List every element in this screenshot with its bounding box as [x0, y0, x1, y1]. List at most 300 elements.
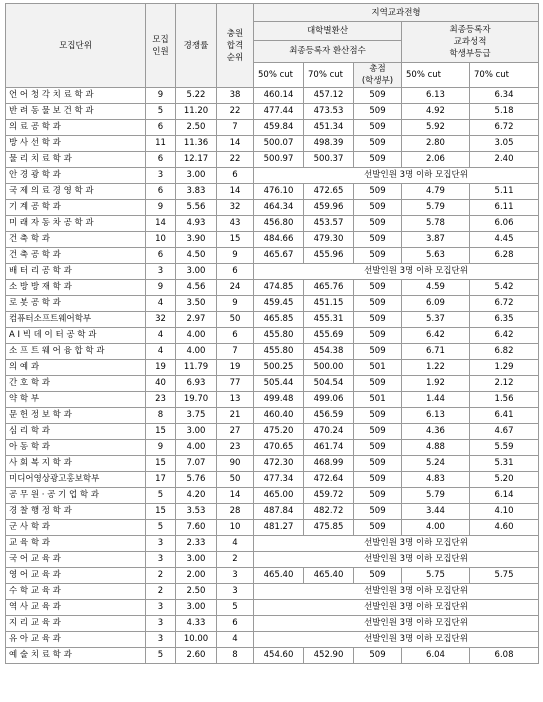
grade-cut50-cell: 4.00 [402, 520, 470, 536]
total-cell: 509 [354, 280, 402, 296]
quota-cell: 9 [146, 88, 176, 104]
grade-cut50-cell: 6.04 [402, 648, 470, 664]
unit-name: 컴퓨터소프트웨어학부 [6, 312, 146, 328]
conv-cut70-cell: 459.96 [304, 200, 354, 216]
conv-cut50-cell: 481.27 [254, 520, 304, 536]
total-cell: 509 [354, 120, 402, 136]
rank-cell: 22 [217, 152, 254, 168]
quota-cell: 19 [146, 360, 176, 376]
conv-cut70-cell: 500.37 [304, 152, 354, 168]
grade-cut50-cell: 4.59 [402, 280, 470, 296]
table-row [6, 520, 539, 536]
table-row [6, 232, 539, 248]
grade-cut70-cell: 4.45 [470, 232, 539, 248]
rate-cell: 3.00 [176, 600, 217, 616]
unit-name: 물 리 치 료 학 과 [6, 152, 146, 168]
conv-cut50-cell: 455.80 [254, 344, 304, 360]
rank-cell: 32 [217, 200, 254, 216]
rank-cell: 6 [217, 168, 254, 184]
grade-cut50-cell: 1.92 [402, 376, 470, 392]
total-cell: 509 [354, 328, 402, 344]
unit-name: 유 아 교 육 과 [6, 632, 146, 648]
grade-cut70-cell: 6.28 [470, 248, 539, 264]
grade-cut50-cell: 4.36 [402, 424, 470, 440]
rate-cell: 2.00 [176, 568, 217, 584]
table-row [6, 552, 539, 568]
unit-name: 소 방 방 재 학 과 [6, 280, 146, 296]
conv-cut70-cell: 454.38 [304, 344, 354, 360]
rate-cell: 4.56 [176, 280, 217, 296]
small-quota-notice: 선발인원 3명 이하 모집단위 [254, 264, 539, 280]
rate-cell: 4.93 [176, 216, 217, 232]
table-row [6, 296, 539, 312]
conv-cut50-cell: 455.80 [254, 328, 304, 344]
unit-name: 문 헌 정 보 학 과 [6, 408, 146, 424]
conv-cut50-cell: 487.84 [254, 504, 304, 520]
table-row [6, 184, 539, 200]
conv-cut70-cell: 482.72 [304, 504, 354, 520]
conv-cut50-cell: 454.60 [254, 648, 304, 664]
table-row [6, 536, 539, 552]
quota-cell: 9 [146, 200, 176, 216]
unit-name: 국 어 교 육 과 [6, 552, 146, 568]
rank-cell: 7 [217, 344, 254, 360]
grade-cut70-cell: 5.42 [470, 280, 539, 296]
quota-cell: 5 [146, 520, 176, 536]
unit-name: 소 프 트 웨 어 융 합 학 과 [6, 344, 146, 360]
unit-name: 반 려 동 물 보 건 학 과 [6, 104, 146, 120]
conv-cut70-cell: 453.57 [304, 216, 354, 232]
grade-cut50-cell: 5.78 [402, 216, 470, 232]
conv-cut70-cell: 500.00 [304, 360, 354, 376]
rank-cell: 19 [217, 360, 254, 376]
conv-cut50-cell: 465.40 [254, 568, 304, 584]
quota-cell: 3 [146, 264, 176, 280]
quota-cell: 32 [146, 312, 176, 328]
quota-cell: 4 [146, 328, 176, 344]
total-cell: 509 [354, 488, 402, 504]
rate-cell: 4.00 [176, 328, 217, 344]
table-row [6, 504, 539, 520]
grade-cut50-cell: 2.80 [402, 136, 470, 152]
rank-cell: 3 [217, 584, 254, 600]
quota-cell: 11 [146, 136, 176, 152]
conv-cut50-cell: 500.07 [254, 136, 304, 152]
grade-cut70-cell: 4.67 [470, 424, 539, 440]
conv-cut50-cell: 500.97 [254, 152, 304, 168]
quota-cell: 5 [146, 488, 176, 504]
unit-name: A I 빅 데 이 터 공 학 과 [6, 328, 146, 344]
rank-cell: 14 [217, 136, 254, 152]
total-cell: 509 [354, 312, 402, 328]
conv-cut50-cell: 460.14 [254, 88, 304, 104]
rate-cell: 11.20 [176, 104, 217, 120]
quota-cell: 9 [146, 280, 176, 296]
quota-cell: 40 [146, 376, 176, 392]
conv-cut70-cell: 465.40 [304, 568, 354, 584]
rate-cell: 4.33 [176, 616, 217, 632]
table-row [6, 392, 539, 408]
rate-cell: 19.70 [176, 392, 217, 408]
conv-cut70-cell: 455.96 [304, 248, 354, 264]
table-row [6, 168, 539, 184]
rank-cell: 9 [217, 248, 254, 264]
header-group: 지역교과전형 [254, 4, 539, 22]
grade-cut50-cell: 5.79 [402, 200, 470, 216]
conv-cut50-cell: 470.65 [254, 440, 304, 456]
admission-results-table-container [5, 3, 538, 664]
rate-cell: 5.76 [176, 472, 217, 488]
unit-name: 교 육 학 과 [6, 536, 146, 552]
total-cell: 509 [354, 152, 402, 168]
small-quota-notice: 선발인원 3명 이하 모집단위 [254, 584, 539, 600]
conv-cut50-cell: 499.48 [254, 392, 304, 408]
grade-cut70-cell: 5.75 [470, 568, 539, 584]
header-cut70-grade: 70% cut [470, 63, 539, 88]
table-row [6, 616, 539, 632]
conv-cut50-cell: 459.84 [254, 120, 304, 136]
quota-cell: 6 [146, 152, 176, 168]
rate-cell: 3.50 [176, 296, 217, 312]
grade-cut50-cell: 6.09 [402, 296, 470, 312]
conv-cut70-cell: 472.65 [304, 184, 354, 200]
total-cell: 509 [354, 88, 402, 104]
rate-cell: 2.97 [176, 312, 217, 328]
table-row [6, 408, 539, 424]
rank-cell: 10 [217, 520, 254, 536]
quota-cell: 5 [146, 104, 176, 120]
grade-cut70-cell: 6.72 [470, 120, 539, 136]
grade-cut70-cell: 2.40 [470, 152, 539, 168]
quota-cell: 5 [146, 648, 176, 664]
unit-name: 역 사 교 육 과 [6, 600, 146, 616]
rank-cell: 28 [217, 504, 254, 520]
grade-cut50-cell: 3.87 [402, 232, 470, 248]
conv-cut70-cell: 468.99 [304, 456, 354, 472]
table-row [6, 648, 539, 664]
rate-cell: 7.07 [176, 456, 217, 472]
total-cell: 509 [354, 216, 402, 232]
header-cut50-grade: 50% cut [402, 63, 470, 88]
grade-cut70-cell: 6.82 [470, 344, 539, 360]
small-quota-notice: 선발인원 3명 이하 모집단위 [254, 536, 539, 552]
conv-cut70-cell: 479.30 [304, 232, 354, 248]
grade-cut70-cell: 1.29 [470, 360, 539, 376]
unit-name: 공 무 원 · 공 기 업 학 과 [6, 488, 146, 504]
grade-cut70-cell: 3.05 [470, 136, 539, 152]
table-row [6, 248, 539, 264]
unit-name: 의 예 과 [6, 360, 146, 376]
grade-cut70-cell: 5.20 [470, 472, 539, 488]
rate-cell: 5.22 [176, 88, 217, 104]
grade-cut70-cell: 6.41 [470, 408, 539, 424]
rate-cell: 4.50 [176, 248, 217, 264]
rate-cell: 11.36 [176, 136, 217, 152]
conv-cut70-cell: 475.85 [304, 520, 354, 536]
rank-cell: 15 [217, 232, 254, 248]
small-quota-notice: 선발인원 3명 이하 모집단위 [254, 616, 539, 632]
unit-name: 로 봇 공 학 과 [6, 296, 146, 312]
grade-cut70-cell: 4.60 [470, 520, 539, 536]
unit-name: 군 사 학 과 [6, 520, 146, 536]
total-cell: 509 [354, 232, 402, 248]
header-quota: 모집 인원 [146, 4, 176, 88]
total-cell: 509 [354, 648, 402, 664]
grade-cut70-cell: 5.59 [470, 440, 539, 456]
rate-cell: 4.00 [176, 440, 217, 456]
quota-cell: 2 [146, 568, 176, 584]
rate-cell: 5.56 [176, 200, 217, 216]
table-row [6, 264, 539, 280]
grade-cut70-cell: 4.10 [470, 504, 539, 520]
grade-cut70-cell: 6.35 [470, 312, 539, 328]
total-cell: 509 [354, 104, 402, 120]
conv-cut50-cell: 465.00 [254, 488, 304, 504]
quota-cell: 4 [146, 296, 176, 312]
unit-name: 예 술 치 료 학 과 [6, 648, 146, 664]
conv-cut50-cell: 475.20 [254, 424, 304, 440]
grade-cut70-cell: 5.31 [470, 456, 539, 472]
conv-cut50-cell: 456.80 [254, 216, 304, 232]
rank-cell: 8 [217, 648, 254, 664]
conv-cut70-cell: 499.06 [304, 392, 354, 408]
rank-cell: 13 [217, 392, 254, 408]
rate-cell: 3.75 [176, 408, 217, 424]
total-cell: 509 [354, 440, 402, 456]
conv-cut70-cell: 470.24 [304, 424, 354, 440]
grade-cut50-cell: 5.79 [402, 488, 470, 504]
rate-cell: 3.00 [176, 168, 217, 184]
unit-name: 방 사 선 학 과 [6, 136, 146, 152]
unit-name: 건 축 학 과 [6, 232, 146, 248]
total-cell: 509 [354, 376, 402, 392]
header-rank: 충원 합격 순위 [217, 4, 254, 88]
grade-cut50-cell: 1.44 [402, 392, 470, 408]
table-row [6, 584, 539, 600]
rate-cell: 4.00 [176, 344, 217, 360]
unit-name: 언 어 청 각 치 료 학 과 [6, 88, 146, 104]
rank-cell: 50 [217, 472, 254, 488]
quota-cell: 15 [146, 504, 176, 520]
table-row [6, 120, 539, 136]
table-row [6, 216, 539, 232]
rank-cell: 24 [217, 280, 254, 296]
total-cell: 509 [354, 472, 402, 488]
rank-cell: 14 [217, 184, 254, 200]
grade-cut50-cell: 4.88 [402, 440, 470, 456]
grade-cut50-cell: 5.24 [402, 456, 470, 472]
rank-cell: 2 [217, 552, 254, 568]
quota-cell: 15 [146, 456, 176, 472]
header-cut50-conv: 50% cut [254, 63, 304, 88]
conv-cut70-cell: 465.76 [304, 280, 354, 296]
conv-cut70-cell: 455.31 [304, 312, 354, 328]
unit-name: 심 리 학 과 [6, 424, 146, 440]
conv-cut70-cell: 452.90 [304, 648, 354, 664]
grade-cut70-cell: 6.08 [470, 648, 539, 664]
rank-cell: 23 [217, 440, 254, 456]
conv-cut70-cell: 457.12 [304, 88, 354, 104]
conv-cut50-cell: 460.40 [254, 408, 304, 424]
unit-name: 사 회 복 지 학 과 [6, 456, 146, 472]
unit-name: 지 리 교 육 과 [6, 616, 146, 632]
rank-cell: 6 [217, 328, 254, 344]
grade-cut50-cell: 6.42 [402, 328, 470, 344]
total-cell: 509 [354, 568, 402, 584]
table-row [6, 312, 539, 328]
grade-cut50-cell: 5.37 [402, 312, 470, 328]
table-row [6, 152, 539, 168]
rank-cell: 22 [217, 104, 254, 120]
conv-cut70-cell: 504.54 [304, 376, 354, 392]
quota-cell: 6 [146, 120, 176, 136]
total-cell: 509 [354, 424, 402, 440]
grade-cut50-cell: 2.06 [402, 152, 470, 168]
rank-cell: 14 [217, 488, 254, 504]
table-row [6, 440, 539, 456]
conv-cut50-cell: 477.34 [254, 472, 304, 488]
grade-cut70-cell: 6.42 [470, 328, 539, 344]
grade-cut50-cell: 6.71 [402, 344, 470, 360]
quota-cell: 6 [146, 248, 176, 264]
conv-cut50-cell: 477.44 [254, 104, 304, 120]
conv-cut70-cell: 473.53 [304, 104, 354, 120]
grade-cut70-cell: 5.18 [470, 104, 539, 120]
rate-cell: 3.00 [176, 424, 217, 440]
rate-cell: 12.17 [176, 152, 217, 168]
unit-name: 간 호 학 과 [6, 376, 146, 392]
table-row [6, 328, 539, 344]
table-row [6, 376, 539, 392]
rate-cell: 3.53 [176, 504, 217, 520]
header-conv-block [254, 22, 402, 63]
total-cell: 509 [354, 520, 402, 536]
small-quota-notice: 선발인원 3명 이하 모집단위 [254, 600, 539, 616]
admission-results-table [5, 3, 539, 664]
unit-name: 기 계 공 학 과 [6, 200, 146, 216]
conv-cut70-cell: 498.39 [304, 136, 354, 152]
quota-cell: 4 [146, 344, 176, 360]
small-quota-notice: 선발인원 3명 이하 모집단위 [254, 632, 539, 648]
quota-cell: 14 [146, 216, 176, 232]
conv-cut70-cell: 451.34 [304, 120, 354, 136]
table-row [6, 424, 539, 440]
table-row [6, 280, 539, 296]
grade-cut50-cell: 6.13 [402, 88, 470, 104]
grade-cut50-cell: 4.79 [402, 184, 470, 200]
grade-cut70-cell: 6.34 [470, 88, 539, 104]
conv-cut50-cell: 464.34 [254, 200, 304, 216]
grade-cut50-cell: 3.44 [402, 504, 470, 520]
rank-cell: 27 [217, 424, 254, 440]
table-row [6, 344, 539, 360]
total-cell: 501 [354, 392, 402, 408]
conv-cut70-cell: 455.69 [304, 328, 354, 344]
small-quota-notice: 선발인원 3명 이하 모집단위 [254, 552, 539, 568]
unit-name: 국 제 의 료 경 영 학 과 [6, 184, 146, 200]
conv-cut50-cell: 484.66 [254, 232, 304, 248]
unit-name: 미디어영상광고홍보학부 [6, 472, 146, 488]
header-grades: 최종등록자 교과성적 학생부등급 [402, 22, 539, 63]
grade-cut50-cell: 4.83 [402, 472, 470, 488]
unit-name: 경 찰 행 정 학 과 [6, 504, 146, 520]
quota-cell: 15 [146, 424, 176, 440]
grade-cut70-cell: 2.12 [470, 376, 539, 392]
rank-cell: 50 [217, 312, 254, 328]
grade-cut50-cell: 5.75 [402, 568, 470, 584]
rank-cell: 3 [217, 568, 254, 584]
table-row [6, 200, 539, 216]
header-total: 총점 (학생부) [354, 63, 402, 88]
grade-cut50-cell: 4.92 [402, 104, 470, 120]
quota-cell: 3 [146, 616, 176, 632]
total-cell: 509 [354, 504, 402, 520]
total-cell: 509 [354, 408, 402, 424]
quota-cell: 3 [146, 168, 176, 184]
quota-cell: 9 [146, 440, 176, 456]
grade-cut70-cell: 6.11 [470, 200, 539, 216]
conv-cut70-cell: 472.64 [304, 472, 354, 488]
quota-cell: 2 [146, 584, 176, 600]
table-row [6, 104, 539, 120]
rate-cell: 7.60 [176, 520, 217, 536]
total-cell: 509 [354, 136, 402, 152]
total-cell: 509 [354, 344, 402, 360]
unit-name: 약 학 부 [6, 392, 146, 408]
unit-name: 배 터 리 공 학 과 [6, 264, 146, 280]
rate-cell: 3.83 [176, 184, 217, 200]
grade-cut70-cell: 6.14 [470, 488, 539, 504]
conv-cut70-cell: 461.74 [304, 440, 354, 456]
total-cell: 509 [354, 200, 402, 216]
rate-cell: 2.33 [176, 536, 217, 552]
unit-name: 미 래 자 동 차 공 학 과 [6, 216, 146, 232]
quota-cell: 17 [146, 472, 176, 488]
grade-cut50-cell: 5.63 [402, 248, 470, 264]
total-cell: 509 [354, 184, 402, 200]
total-cell: 509 [354, 296, 402, 312]
unit-name: 수 학 교 육 과 [6, 584, 146, 600]
conv-cut50-cell: 500.25 [254, 360, 304, 376]
rate-cell: 2.50 [176, 120, 217, 136]
conv-cut50-cell: 459.45 [254, 296, 304, 312]
total-cell: 509 [354, 248, 402, 264]
unit-name: 영 어 교 육 과 [6, 568, 146, 584]
total-cell: 509 [354, 456, 402, 472]
unit-name: 안 경 광 학 과 [6, 168, 146, 184]
quota-cell: 10 [146, 232, 176, 248]
grade-cut50-cell: 5.92 [402, 120, 470, 136]
rate-cell: 11.79 [176, 360, 217, 376]
rank-cell: 4 [217, 632, 254, 648]
table-row [6, 472, 539, 488]
conv-cut70-cell: 451.15 [304, 296, 354, 312]
table-row [6, 568, 539, 584]
rate-cell: 2.50 [176, 584, 217, 600]
rate-cell: 10.00 [176, 632, 217, 648]
conv-cut70-cell: 459.72 [304, 488, 354, 504]
grade-cut70-cell: 6.06 [470, 216, 539, 232]
rank-cell: 5 [217, 600, 254, 616]
quota-cell: 3 [146, 632, 176, 648]
rank-cell: 21 [217, 408, 254, 424]
quota-cell: 23 [146, 392, 176, 408]
rate-cell: 2.60 [176, 648, 217, 664]
rank-cell: 90 [217, 456, 254, 472]
rank-cell: 9 [217, 296, 254, 312]
header-conv: 대학별환산 [254, 22, 401, 41]
conv-cut50-cell: 505.44 [254, 376, 304, 392]
